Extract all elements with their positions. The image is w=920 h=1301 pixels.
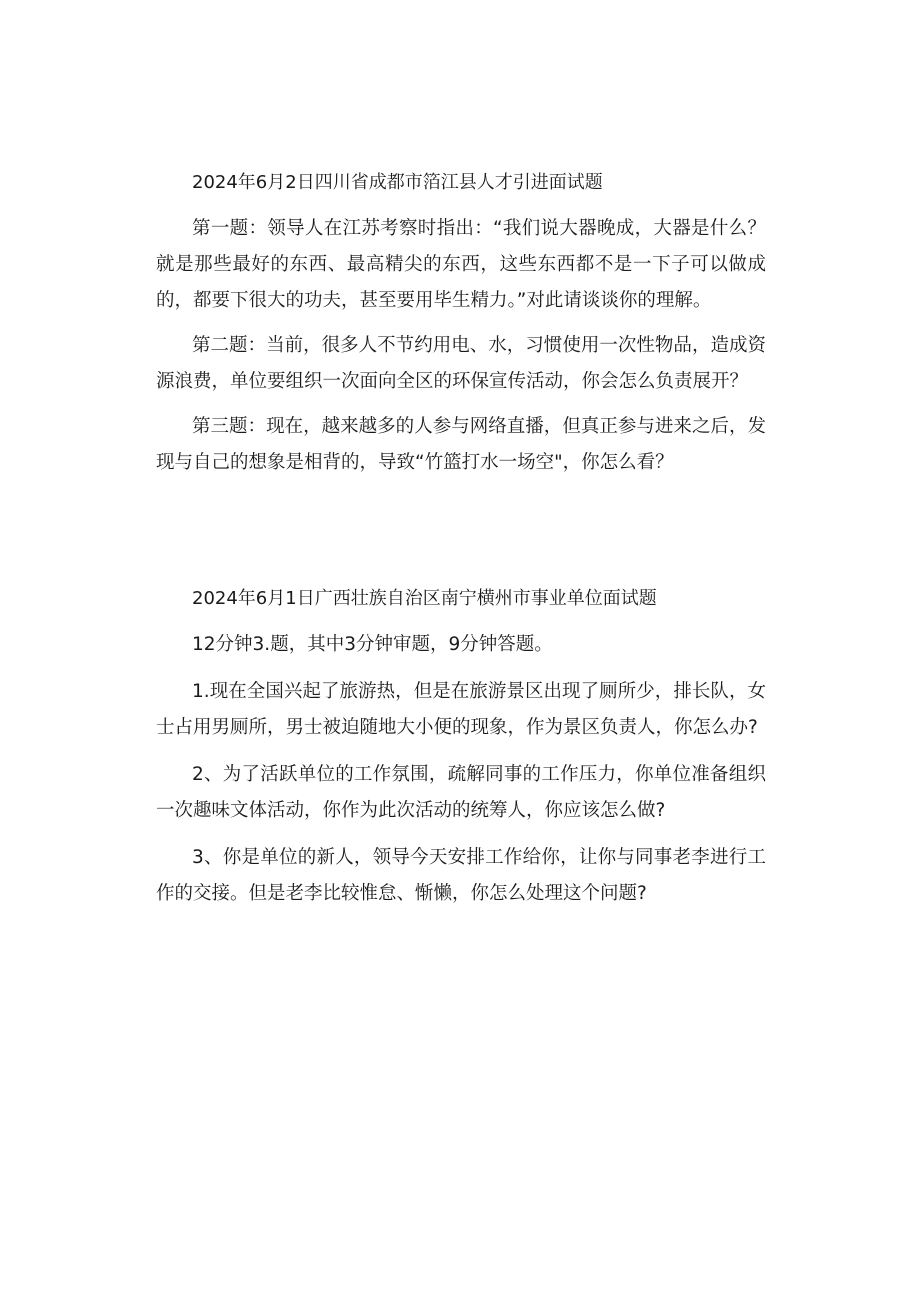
- question-2: 第二题：当前，很多人不节约用电、水，习惯使用一次性物品，造成资源浪费，单位要组织一次面向全区的环保宣传活动，你会怎么负责展开？: [156, 335, 766, 392]
- question-1: 1.现在全国兴起了旅游热，但是在旅游景区出现了厕所少，排长队，女士占用男厕所，男士被迫随地大小便的现象，作为景区负责人，你怎么办?: [156, 681, 766, 738]
- question-2: 2、为了活跃单位的工作氛围，疏解同事的工作压力，你单位准备组织一次趣味文体活动，你作为此次活动的统筹人，你应该怎么做?: [156, 764, 766, 821]
- question-3: 第三题：现在，越来越多的人参与网络直播，但真正参与进来之后，发现与自己的想象是相背的，导致“竹篮打水一场空"，你怎么看？: [156, 416, 766, 473]
- question-1: 第一题：领导人在江苏考察时指出：“我们说大器晚成，大器是什么？就是那些最好的东西、最高精尖的东西，这些东西都不是一下子可以做成的，都要下很大的功夫，甚至要用毕生精力。”对此请谈谈你的理解。: [156, 218, 766, 311]
- exam-section-sichuan: [156, 168, 766, 490]
- exam-format-note: 12分钟3.题，其中3分钟审题，9分钟答题。: [192, 634, 553, 655]
- section-title: 2024年6月1日广西壮族自治区南宁横州市事业单位面试题: [192, 588, 657, 609]
- question-3: 3、你是单位的新人，领导今天安排工作给你，让你与同事老李进行工作的交接。但是老李比较惟怠、惭懒，你怎么处理这个问题?: [156, 847, 766, 904]
- section-title: 2024年6月2日四川省成都市箔江县人才引进面试题: [192, 172, 603, 193]
- exam-section-guangxi: [156, 584, 766, 923]
